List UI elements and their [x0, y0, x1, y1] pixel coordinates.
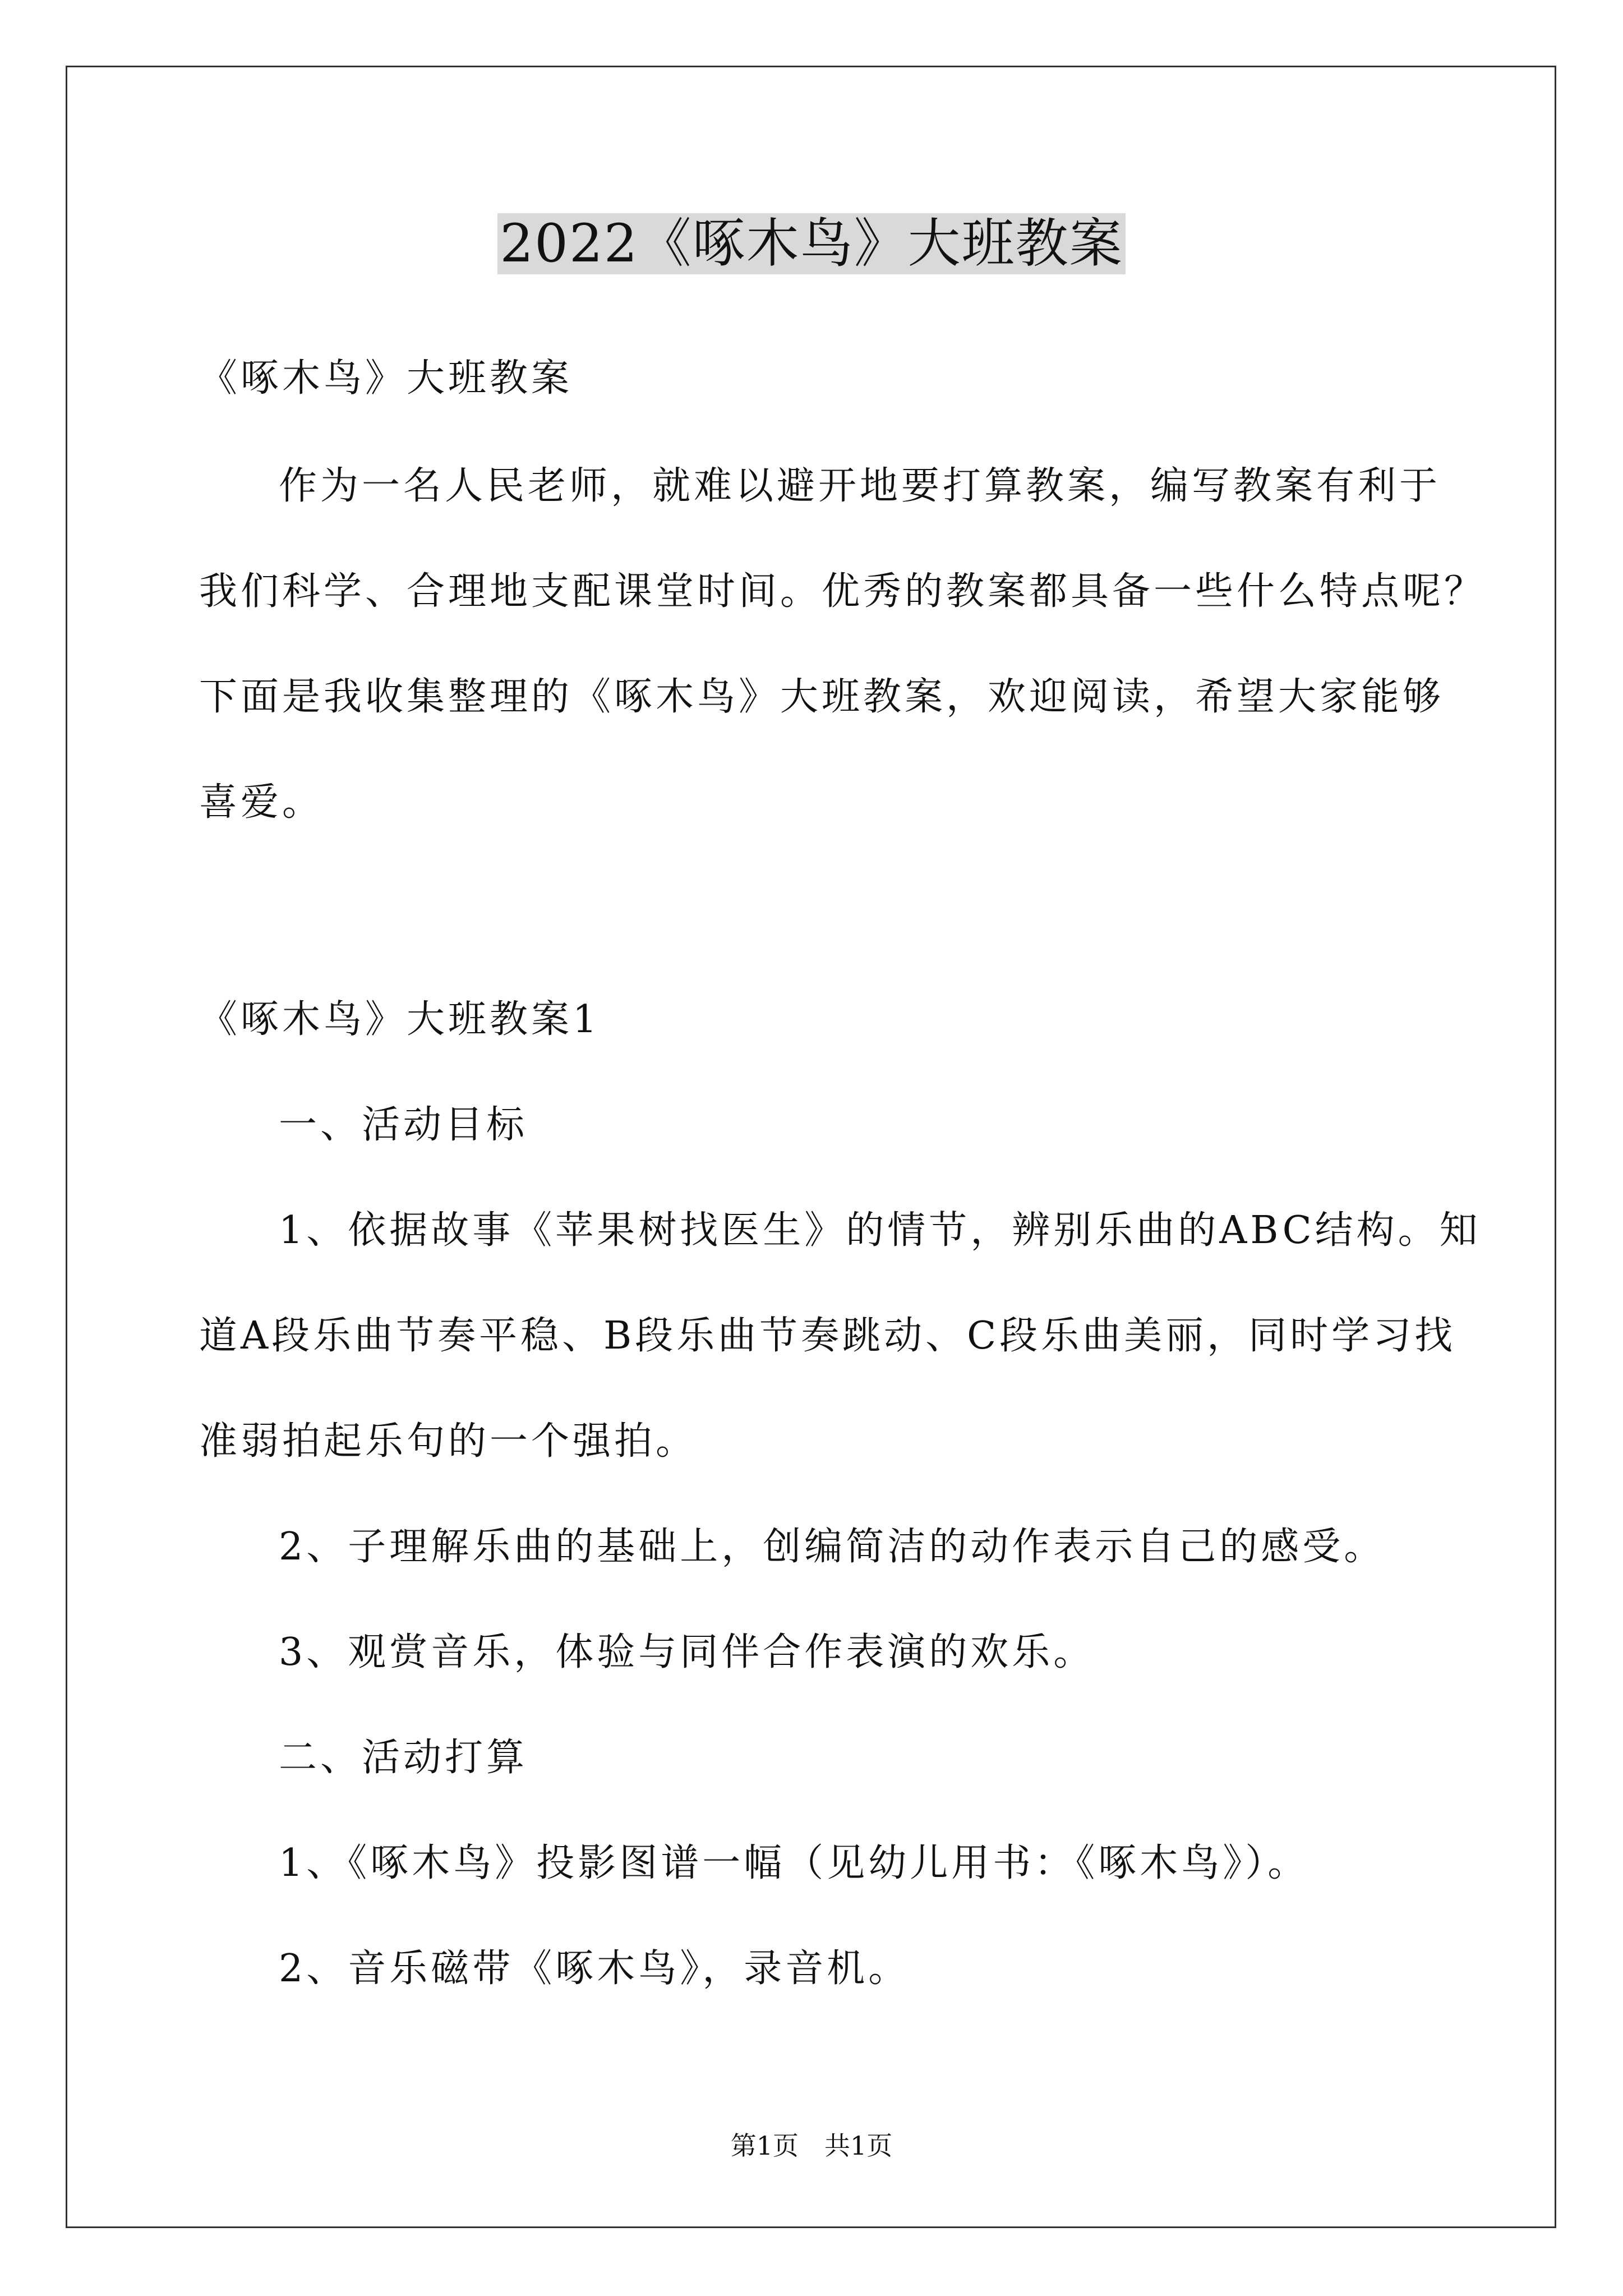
intro-line-2: 我们科学、合理地支配课堂时间。优秀的教案都具备一些什么特点呢？: [199, 569, 1486, 614]
goals-heading: 一、活动目标: [279, 1103, 528, 1147]
goal-line-2: 道A段乐曲节奏平稳、B段乐曲节奏跳动、C段乐曲美丽，同时学习找: [199, 1314, 1456, 1358]
prep-line-1: 1、《啄木鸟》投影图谱一幅（见幼儿用书：《啄木鸟》）。: [279, 1841, 1310, 1885]
page-footer: 第1页 共1页: [730, 2131, 893, 2161]
document-title: [0, 202, 1623, 286]
section-heading: 《啄木鸟》大班教案1: [199, 997, 601, 1042]
intro-line-4: 喜爱。: [199, 780, 324, 825]
intro-line-1: 作为一名人民老师，就难以避开地要打算教案，编写教案有利于: [279, 464, 1441, 508]
subtitle: 《啄木鸟》大班教案: [199, 356, 573, 401]
goal-line-4: 2、子理解乐曲的基础上，创编简洁的动作表示自己的感受。: [279, 1525, 1386, 1569]
goal-line-3: 准弱拍起乐句的一个强拍。: [199, 1419, 698, 1464]
document-title-text: 2022《啄木鸟》大班教案: [497, 213, 1125, 274]
intro-line-3: 下面是我收集整理的《啄木鸟》大班教案，欢迎阅读，希望大家能够: [199, 675, 1445, 719]
goal-line-5: 3、观赏音乐，体验与同伴合作表演的欢乐。: [279, 1630, 1095, 1674]
prep-line-2: 2、音乐磁带《啄木鸟》，录音机。: [279, 1947, 910, 1991]
goal-line-1: 1、依据故事《苹果树找医生》的情节，辨别乐曲的ABC结构。知: [279, 1208, 1481, 1253]
prep-heading: 二、活动打算: [279, 1736, 528, 1780]
